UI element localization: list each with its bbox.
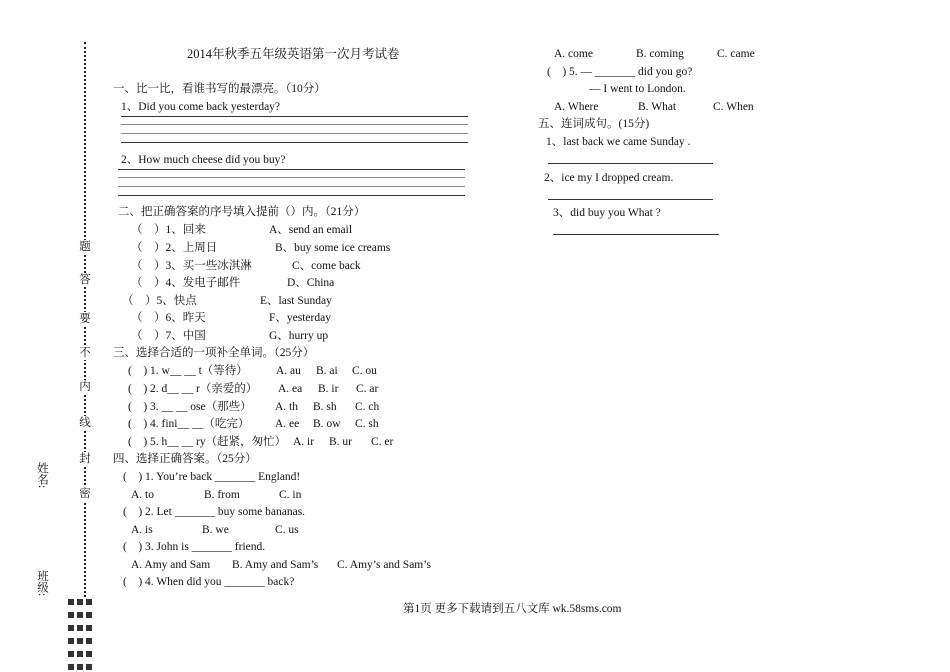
writing-sentence: 2、How much cheese did you buy? [121, 154, 286, 166]
seal-char: 答 [79, 274, 91, 286]
option-c: C. ou [352, 365, 377, 377]
option-b: B. ow [313, 418, 341, 430]
choice-question: ( ) 2. Let _______ buy some bananas. [123, 506, 306, 518]
seal-char: 线 [79, 417, 91, 429]
section4-heading: 四、选择正确答案。（25分） [113, 453, 257, 465]
match-answer: A、send an email [269, 224, 353, 236]
writing-line [121, 133, 468, 134]
match-answer: F、yesterday [269, 312, 331, 324]
option-c: C. er [371, 436, 394, 448]
page-footer: 第1页 更多下载请到五八文库 wk.58sms.com [403, 603, 622, 615]
option-c: C. sh [355, 418, 379, 430]
class-label: 班级: [36, 570, 48, 597]
answer-line [553, 234, 719, 235]
option-b: B. ir [318, 383, 339, 395]
seal-char: 题 [79, 241, 91, 253]
match-question: （ ）2、上周日 [131, 242, 218, 254]
name-label: 姓名: [36, 462, 48, 489]
writing-line [118, 186, 465, 187]
match-question: （ ）3、买一些冰淇淋 [131, 260, 252, 272]
spelling-question: ( ) 4. fini__ __（吃完） [128, 418, 250, 430]
option-b: B. from [204, 489, 240, 501]
seal-char: 不 [79, 347, 91, 359]
section2-heading: 二、把正确答案的序号填入提前（）内。（21分） [118, 206, 366, 218]
writing-line [118, 169, 465, 170]
word-order-item: 2、ice my I dropped cream. [544, 172, 674, 184]
match-answer: D、China [287, 277, 335, 289]
option-a: A. come [554, 48, 593, 60]
option-c: C. ar [356, 383, 379, 395]
option-b: B. What [638, 101, 677, 113]
option-b: B. sh [313, 401, 337, 413]
writing-line [121, 142, 468, 143]
word-order-item: 1、last back we came Sunday . [546, 136, 691, 148]
choice-question: ( ) 4. When did you _______ back? [123, 576, 295, 588]
option-b: B. ai [316, 365, 338, 377]
section5-heading: 五、连词成句。(15分) [538, 118, 650, 130]
match-answer: E、last Sunday [260, 295, 332, 307]
spelling-question: ( ) 3. __ __ ose（那些） [128, 401, 252, 413]
option-a: A. is [131, 524, 153, 536]
choice-question: ( ) 1. You’re back _______ England! [123, 471, 301, 483]
option-b: B. Amy and Sam’s [232, 559, 319, 571]
answer-line [548, 199, 713, 200]
spelling-question: ( ) 1. w__ __ t（等待） [128, 365, 248, 377]
option-a: A. Where [554, 101, 599, 113]
option-b: B. coming [636, 48, 684, 60]
seal-char: 要 [79, 313, 91, 325]
writing-line [118, 195, 465, 196]
option-c: C. Amy’s and Sam’s [337, 559, 431, 571]
writing-line [121, 124, 468, 125]
choice-question: ( ) 5. — _______ did you go? [547, 66, 693, 78]
option-c: C. us [275, 524, 299, 536]
spelling-question: ( ) 5. h__ __ ry（赶紧，匆忙） [128, 436, 287, 448]
section3-heading: 三、选择合适的一项补全单词。（25分） [113, 347, 315, 359]
option-a: A. ee [275, 418, 300, 430]
match-answer: B、buy some ice creams [275, 242, 391, 254]
answer-line [548, 163, 713, 164]
writing-line [121, 116, 468, 117]
option-a: A. th [275, 401, 298, 413]
option-b: B. ur [329, 436, 352, 448]
option-c: C. in [279, 489, 302, 501]
writing-line [118, 177, 465, 178]
option-a: A. au [276, 365, 301, 377]
choice-question: ( ) 3. John is _______ friend. [123, 541, 266, 553]
match-question: （ ）5、快点 [122, 295, 197, 307]
option-c: C. ch [355, 401, 380, 413]
match-question: （ ）6、昨天 [131, 312, 206, 324]
seal-char: 密 [79, 488, 91, 500]
dialog-reply: — I went to London. [589, 83, 686, 95]
match-answer: C、come back [292, 260, 361, 272]
match-question: （ ）4、发电子邮件 [131, 277, 241, 289]
option-a: A. ea [278, 383, 303, 395]
match-question: （ ）7、中国 [131, 330, 206, 342]
page-title: 2014年秋季五年级英语第一次月考试卷 [187, 47, 400, 61]
word-order-item: 3、did buy you What ? [553, 207, 661, 219]
option-a: A. Amy and Sam [131, 559, 211, 571]
writing-sentence: 1、Did you come back yesterday? [121, 101, 281, 113]
option-c: C. When [713, 101, 754, 113]
option-a: A. ir [293, 436, 315, 448]
option-c: C. came [717, 48, 755, 60]
section1-heading: 一、比一比，看谁书写的最漂亮。（10分） [113, 83, 326, 95]
match-question: （ ）1、回来 [131, 224, 206, 236]
option-b: B. we [202, 524, 229, 536]
option-a: A. to [131, 489, 154, 501]
seal-char: 封 [79, 453, 91, 465]
seal-char: 内 [79, 381, 91, 393]
match-answer: G、hurry up [269, 330, 329, 342]
spelling-question: ( ) 2. d__ __ r（亲爱的） [128, 383, 258, 395]
